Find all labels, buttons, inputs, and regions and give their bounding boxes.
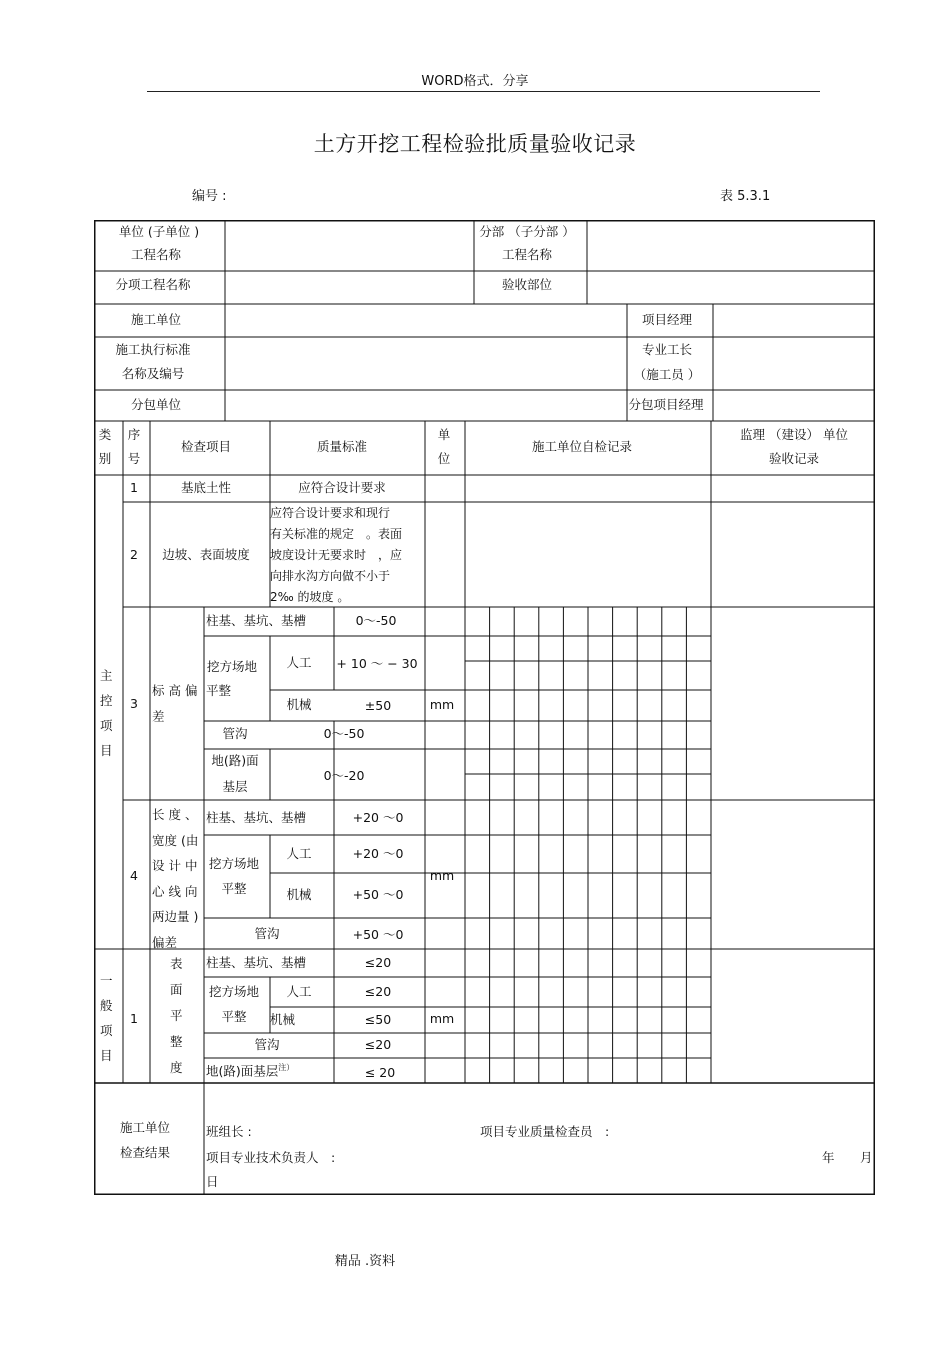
result-label-2: 检查结果: [119, 1144, 171, 1160]
main-row3-pit-value: 0～-50: [355, 612, 397, 628]
col-seq-2: 号: [127, 450, 141, 466]
main-row1-item: 基底土性: [180, 479, 232, 495]
general-row1-pit-label: 柱基、基坑、基槽: [206, 954, 307, 970]
main-row4-trench-value: +50 ～0: [352, 926, 404, 942]
standard-label: 施工执行标准: [115, 341, 191, 357]
main-row2-no: 2: [130, 546, 138, 562]
main-row3-no: 3: [130, 695, 138, 711]
general-items-label: 一 般 项 目: [100, 973, 113, 1063]
general-row1-no: 1: [130, 1010, 138, 1026]
col-supervision-1: 监理 （建设） 单位: [740, 426, 848, 442]
inspection-form-table: [94, 220, 875, 1195]
foreman-label-2: （施工员 ）: [633, 366, 701, 382]
main-row3-machine-label: 机械: [286, 696, 312, 712]
general-row1-site-label-2: 平整: [221, 1008, 247, 1024]
date-year-label: 年: [822, 1149, 835, 1165]
main-row4-manual-value: +20 ～0: [352, 845, 404, 861]
main-row4-manual-label: 人工: [286, 845, 312, 861]
general-row1-pit-value: ≤20: [364, 954, 392, 970]
main-row3-site-label-2: 平整: [206, 682, 232, 698]
main-row2-item: 边坡、表面坡度: [162, 546, 250, 562]
sub-project-manager-label: 分包项目经理: [628, 396, 704, 412]
main-row4-pit-value: +20 ～0: [352, 809, 404, 825]
table-grid-lines: [94, 220, 875, 1195]
construction-unit-label: 施工单位: [130, 311, 182, 327]
col-unit-2: 位: [437, 450, 451, 466]
general-row1-unit: mm: [429, 1010, 455, 1026]
main-row4-trench-label: 管沟: [254, 925, 280, 941]
general-row1-machine-value: ≤50: [364, 1011, 392, 1027]
main-row3-manual-label: 人工: [286, 654, 312, 670]
main-row3-unit: mm: [429, 696, 455, 712]
unit-project-name-label-2: 工程名称: [130, 246, 182, 262]
main-row3-trench-value: 0～-50: [323, 725, 365, 741]
col-category-1: 类: [98, 426, 112, 442]
col-unit-1: 单: [437, 426, 451, 442]
subcontractor-label: 分包单位: [130, 396, 182, 412]
standard-label-2: 名称及编号: [121, 365, 185, 381]
project-manager-label: 项目经理: [641, 311, 693, 327]
page-footer: 精品 .资料: [334, 1254, 396, 1269]
general-row1-trench-label: 管沟: [254, 1036, 280, 1052]
col-check-item: 检查项目: [180, 438, 232, 454]
main-row4-item: 长 度 、 宽度 (由 设 计 中 心 线 向 两边量 ) 偏差: [152, 807, 199, 950]
tech-lead-label: 项目专业技术负责人 :: [206, 1149, 336, 1165]
date-month-label: 月: [860, 1149, 873, 1165]
main-row3-item: 标 高 偏 差: [152, 683, 198, 724]
main-control-label: 主 控 项 目: [100, 668, 113, 758]
col-self-check: 施工单位自检记录: [531, 438, 633, 454]
main-row3-road-label-2: 基层: [222, 778, 248, 794]
col-quality-standard: 质量标准: [316, 438, 368, 454]
result-label: 施工单位: [119, 1119, 171, 1135]
main-row4-site-label-2: 平整: [221, 880, 247, 896]
main-row1-standard: 应符合设计要求: [298, 479, 386, 495]
col-category-2: 别: [98, 450, 112, 466]
page-title: 土方开挖工程检验批质量验收记录: [313, 132, 637, 156]
general-row1-site-label: 挖方场地: [208, 983, 260, 999]
general-row1-manual-label: 人工: [286, 983, 312, 999]
main-row3-pit-label: 柱基、基坑、基槽: [206, 612, 307, 628]
main-row4-unit: mm: [429, 867, 455, 883]
general-row1-road-label: 地(路)面基层$^{注)}$: [206, 1063, 295, 1079]
main-row1-no: 1: [130, 479, 138, 495]
page-header: WORD格式．分享: [421, 74, 529, 89]
main-row4-machine-label: 机械: [286, 886, 312, 902]
main-row4-machine-value: +50 ～0: [352, 886, 404, 902]
main-row3-road-label: 地(路)面: [211, 752, 259, 768]
main-row4-pit-label: 柱基、基坑、基槽: [206, 809, 307, 825]
col-seq-1: 序: [127, 426, 141, 442]
header-divider: [147, 91, 820, 92]
code-label: 编号 :: [192, 189, 227, 204]
general-row1-road-value: ≤ 20: [364, 1064, 396, 1080]
col-supervision-2: 验收记录: [768, 450, 820, 466]
table-number: 表 5.3.1: [720, 189, 771, 204]
item-project-name-label: 分项工程名称: [115, 276, 191, 292]
sub-project-name-label: 分部 （子分部 ）: [479, 223, 575, 239]
foreman-label: 专业工长: [641, 341, 693, 357]
main-row2-standard: 应符合设计要求和现行 有关标准的规定 。表面 坡度设计无要求时 ，应 向排水沟方向做不小于 2‰ 的坡度 。: [270, 506, 403, 604]
acceptance-part-label: 验收部位: [501, 276, 553, 292]
main-row3-manual-value: + 10 ～ − 30: [336, 655, 418, 671]
sub-project-name-label-2: 工程名称: [501, 246, 553, 262]
unit-project-name-label: 单位 (子单位 ): [118, 223, 200, 239]
date-day-label: 日: [206, 1173, 219, 1189]
main-row3-site-label: 挖方场地: [206, 658, 258, 674]
general-row1-trench-value: ≤20: [364, 1036, 392, 1052]
main-row3-trench-label: 管沟: [222, 725, 248, 741]
main-row3-machine-value: ±50: [364, 697, 392, 713]
general-row1-machine-label: 机械: [270, 1011, 296, 1027]
team-leader-label: 班组长 :: [206, 1123, 252, 1139]
main-row4-site-label: 挖方场地: [208, 855, 260, 871]
quality-inspector-label: 项目专业质量检查员 :: [480, 1123, 610, 1139]
general-row1-manual-value: ≤20: [364, 983, 392, 999]
main-row3-road-value: 0～-20: [323, 767, 365, 783]
general-row1-item: 表 面 平 整 度: [170, 956, 183, 1075]
main-row4-no: 4: [130, 867, 138, 883]
